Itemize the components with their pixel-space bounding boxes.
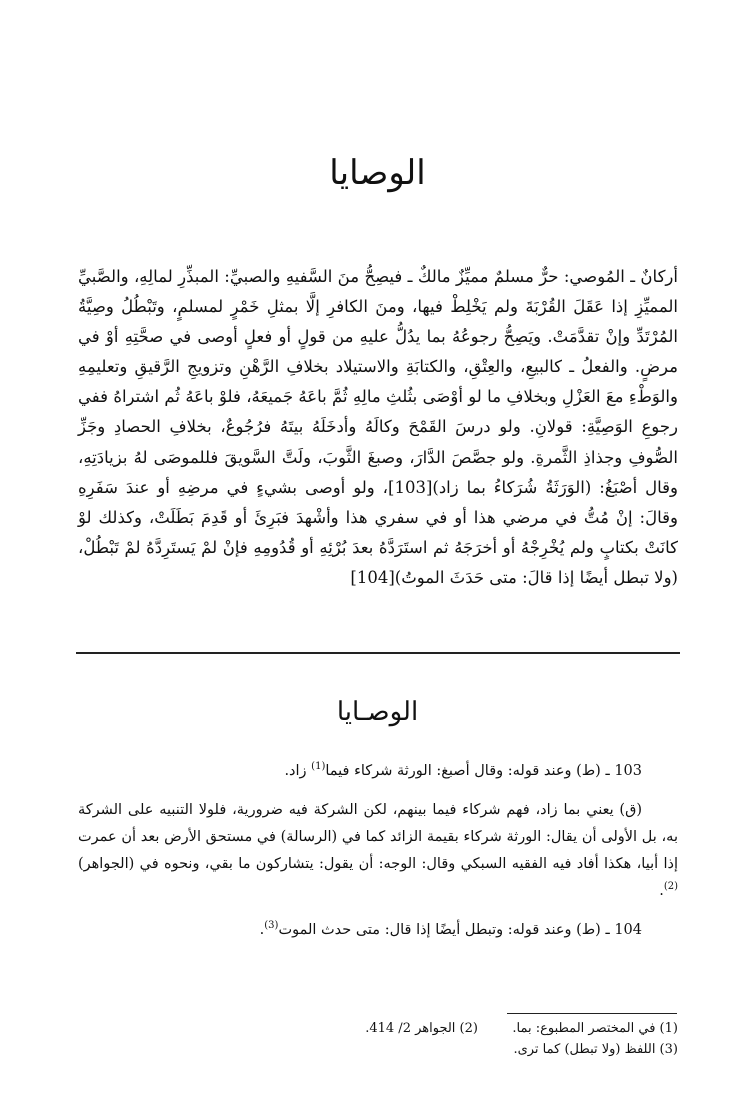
commentary-title: الوصـايا (336, 697, 419, 727)
footnote-ref-1: (1) (311, 761, 326, 773)
note-104-heading-text: 104 ـ (ط) وعند قوله: وتبطل أيضًا إذا قال: متى حدث الموت (278, 922, 642, 938)
chapter-title: الوصايا (329, 153, 426, 193)
footnotes (78, 1018, 678, 1060)
note-103-body-end: . (659, 883, 664, 899)
main-text-paragraph: أركانٌ ـ المُوصي: حرٌّ مسلمٌ مميِّزٌ مالكٌ ـ فيصِحُّ منَ السَّفيهِ والصبيِّ: المبذِّرِ لمالِهِ، والصَّبيِّ المميِّزِ إذا عَقَلَ القُرْبَةَ ولم يَخْلِطْ فيها، ومنَ الكافرِ إلَّا بمثلِ خَمْرٍ لمسلمٍ، وتَبْطُلُ وصِيَّةُ المُرْتَدِّ وإنْ تقدَّمَتْ. ويَصِحُّ رجوعُهُ بما يدُلُّ عليهِ من قولٍ أو فعلٍ أوصى في صحَّتِهِ أوْ في مرضٍ. والفعلُ ـ كالبيعِ، والعِتْقِ، والكتابَةِ والاستيلاد بخلافِ الرَّهْنِ وتزويجِ الرَّقيقِ وتعليمِهِ والوَطْءِ معَ العَزْلِ وبخلافِ ما لو أوْصَى بثُلثِ مالِهِ ثُمَّ باعَهُ جَميعَهُ، فلوْ باعَهُ ثُم اشتراهُ ففي رجوعِ الوَصِيَّةِ: قولانِ. ولو درسَ القَمْحَ وكالَهُ وأدخَلَهُ بيتَهُ فرُجُوعٌ، بخلافِ الحصادِ وجَزِّ الصُّوفِ وجذاذِ الثَّمرةِ. ولو جصَّصَ الدَّارَ، وصبغَ الثَّوبَ، ولَتَّ السَّويقَ فللموصَى لهُ بزيادَتِهِ، وقال أصْبَغُ: (الوَرَثَةُ شُرَكاءُ بما زاد)[103]، ولو أوصى بشيءٍ في مرضِهِ أو عندَ سَفَرِهِ وقالَ: إنْ مُتُّ في مرضي هذا أو في سفري هذا وأشْهدَ فبَرِئَ أو قَدِمَ بَطَلَتْ، وكذلك لوْ كانَتْ بكتابٍ ولم يُخْرِجْهُ أو أخرَجَهُ ثم استَرَدَّهُ بعدَ بُرْئِهِ أو قُدُومِهِ فإنْ لمْ يَستَرِدَّهُ لمْ تَبْطُلْ، (ولا تبطل أيضًا إذا قالَ: متى حَدَثَ الموتُ)[104] (78, 267, 678, 587)
note-103-body (78, 797, 678, 905)
section-divider (76, 652, 680, 654)
note-104-heading-end: . (259, 922, 265, 938)
commentary-notes (78, 758, 678, 956)
footnote-row-2 (78, 1039, 678, 1060)
note-103-heading-end: زاد. (284, 763, 312, 779)
footnote-2: (2) الجواهر 2/ 414. (365, 1021, 478, 1036)
note-103-heading (78, 758, 678, 785)
footnote-ref-2: (2) (663, 881, 678, 893)
footnote-row-1 (78, 1018, 678, 1039)
footnote-ref-3: (3) (264, 920, 279, 932)
note-104-heading (78, 917, 678, 944)
footnote-3: (3) اللفظ (ولا تبطل) كما ترى. (513, 1042, 678, 1057)
footnote-1: (1) في المختصر المطبوع: بما. (512, 1021, 678, 1036)
note-103-heading-text: 103 ـ (ط) وعند قوله: وقال أصبغ: الورثة شركاء فيما (325, 763, 642, 779)
note-103-body-text: (ق) يعني بما زاد، فهم شركاء فيما بينهم، لكن الشركة فيه ضرورية، فلولا التنبيه على الشركة به، بل الأولى أن يقال: الورثة شركاء بقيمة الزائد كما في (الرسالة) في مستحق الأرض بعد أن عمرت إذا أبيا، هكذا أفاد فيه الفقيه السبكي وقال: الوجه: أن يقول: يتشاركون ما بقي، ونحوه في (الجواهر) (78, 802, 678, 872)
footnote-rule (507, 1013, 677, 1014)
